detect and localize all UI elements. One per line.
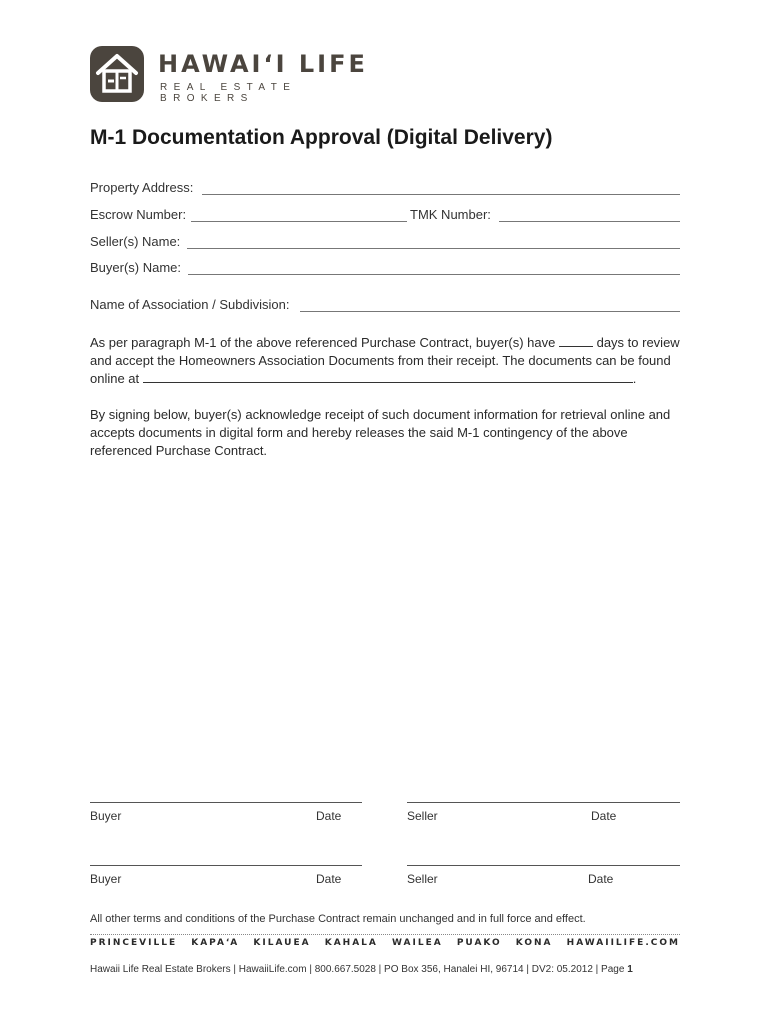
seller-date-label: Date bbox=[591, 809, 617, 823]
sellers-name-row bbox=[90, 234, 680, 252]
location-item: PRINCEVILLE bbox=[90, 938, 178, 948]
buyer-label: Buyer bbox=[90, 809, 122, 823]
page-footer bbox=[90, 964, 633, 975]
review-paragraph-part1: As per paragraph M-1 of the above referenced Purchase Contract, buyer(s) have bbox=[90, 335, 559, 350]
buyer-signature-line-2[interactable] bbox=[90, 865, 362, 866]
buyer-signature-line[interactable] bbox=[90, 802, 362, 803]
review-paragraph-part2: days to review and accept the Homeowners Association Documents from their receipt. The documents can be found online at bbox=[90, 335, 680, 386]
footer-divider bbox=[90, 934, 680, 935]
sellers-name-field[interactable] bbox=[187, 248, 680, 249]
terms-note: All other terms and conditions of the Purchase Contract remain unchanged and in full force and effect. bbox=[90, 913, 586, 925]
property-address-label: Property Address: bbox=[90, 180, 194, 195]
tmk-number-label: TMK Number: bbox=[410, 207, 491, 222]
buyers-name-row bbox=[90, 260, 680, 278]
buyer-date-label: Date bbox=[316, 809, 342, 823]
review-paragraph-part3: . bbox=[632, 371, 637, 386]
seller-label-2: Seller bbox=[407, 872, 438, 886]
acknowledgement-paragraph: By signing below, buyer(s) acknowledge receipt of such document information for retrieval online and accepts documents in digital form and hereby releases the said M-1 contingency of the above referenced Purchase Contract. bbox=[90, 407, 671, 458]
website-link[interactable]: HAWAIILIFE.COM bbox=[566, 938, 680, 948]
association-row bbox=[90, 297, 680, 315]
brand-name: HAWAI‘I LIFE bbox=[158, 50, 368, 78]
review-days-field[interactable] bbox=[559, 335, 593, 347]
footer-text: Hawaii Life Real Estate Brokers | HawaiiLife.com | 800.667.5028 | PO Box 356, Hanalei HI, 96714 | DV2: 05.2012 | Page bbox=[90, 964, 628, 975]
location-item: KAPA‘A bbox=[191, 938, 240, 948]
buyer-label-2: Buyer bbox=[90, 872, 122, 886]
escrow-tmk-row bbox=[90, 207, 680, 225]
locations-bar bbox=[90, 938, 680, 952]
tmk-number-field[interactable] bbox=[499, 221, 680, 222]
location-item: KONA bbox=[515, 938, 553, 948]
buyers-name-field[interactable] bbox=[188, 274, 680, 275]
seller-date-label-2: Date bbox=[588, 872, 614, 886]
buyer-date-label-2: Date bbox=[316, 872, 342, 886]
company-logo bbox=[90, 46, 380, 104]
seller-signature-line-2[interactable] bbox=[407, 865, 680, 866]
review-paragraph bbox=[90, 334, 680, 388]
form-title: M-1 Documentation Approval (Digital Delivery) bbox=[90, 126, 553, 149]
seller-signature-line[interactable] bbox=[407, 802, 680, 803]
page-number: 1 bbox=[627, 964, 633, 975]
property-address-row bbox=[90, 180, 680, 198]
escrow-number-field[interactable] bbox=[191, 221, 407, 222]
documents-url-field[interactable] bbox=[143, 371, 633, 383]
association-label: Name of Association / Subdivision: bbox=[90, 297, 290, 312]
location-item: PUAKO bbox=[456, 938, 502, 948]
location-item: KAHALA bbox=[324, 938, 378, 948]
location-item: KILAUEA bbox=[253, 938, 311, 948]
seller-label: Seller bbox=[407, 809, 438, 823]
escrow-number-label: Escrow Number: bbox=[90, 207, 187, 222]
property-address-field[interactable] bbox=[202, 194, 680, 195]
location-item: WAILEA bbox=[392, 938, 443, 948]
house-logo-icon bbox=[90, 46, 144, 102]
sellers-name-label: Seller(s) Name: bbox=[90, 234, 181, 249]
buyers-name-label: Buyer(s) Name: bbox=[90, 260, 182, 275]
association-field[interactable] bbox=[300, 311, 680, 312]
brand-tagline: REAL ESTATE BROKERS bbox=[160, 82, 297, 104]
